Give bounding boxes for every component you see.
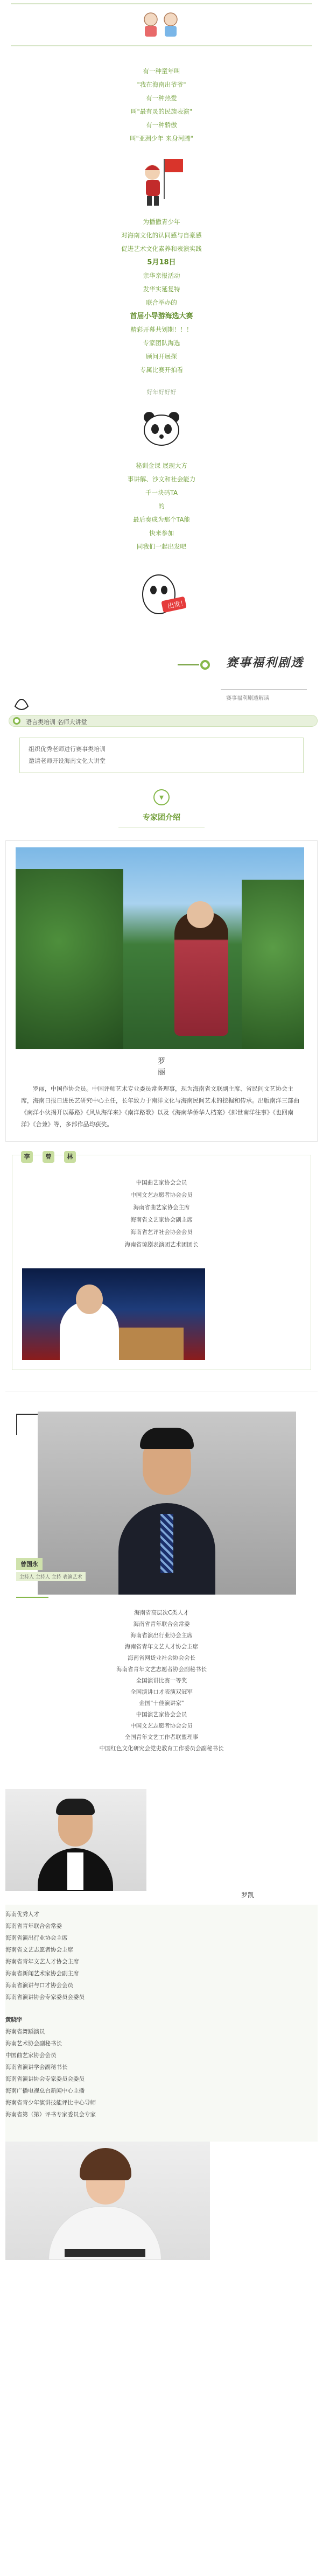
title-line: 全国青年文艺工作者联盟理事 — [124, 1734, 199, 1740]
header-bottom-line — [11, 45, 312, 46]
title-line: 海南省青年联合会常委 — [133, 1621, 190, 1627]
expert-5-titles — [5, 2014, 318, 2121]
photo-face — [187, 901, 214, 928]
panda-wrap — [0, 399, 323, 459]
title-line: 海南省高层次C类人才 — [134, 1610, 189, 1616]
photo-podium — [119, 1328, 184, 1360]
promo-line: 千一块码TA — [145, 489, 178, 496]
title-line: 海南省演讲协会专家委员会委员 — [5, 1994, 85, 2001]
promo-line: 最后奏成为那个TA能 — [133, 516, 190, 523]
expert-5-name: 黄晓宇 — [5, 2017, 23, 2023]
box-line: 组织优秀老师进行赛事类培训 — [29, 746, 106, 753]
expert-2-titles — [12, 1177, 311, 1251]
title-line: 海南省曲艺家协会主席 — [133, 1204, 190, 1211]
title-line: 海南省新闻艺术家协会副主席 — [5, 1970, 79, 1977]
deco-line — [16, 1597, 48, 1598]
title-line: 海南广播电视总台新闻中心主播 — [5, 2088, 85, 2094]
hand-drawn-drop-icon — [10, 690, 33, 714]
expert-1-name — [6, 1056, 317, 1078]
promo-line: 事讲解、沙文和社会能力 — [127, 475, 196, 483]
expert-3-name: 曾国永 — [16, 1558, 43, 1570]
title-line: 海南省文艺志愿者协会主席 — [5, 1947, 73, 1953]
expert-card-4 — [5, 1789, 318, 2263]
photo-belt — [65, 2249, 145, 2257]
expert-1-photo — [16, 847, 304, 1049]
title-line: 海南省舞蹈演员 — [5, 2028, 45, 2035]
experts-title: 专家团介绍 — [143, 813, 180, 822]
title-line: 海南省演出行业协会主席 — [130, 1632, 193, 1639]
photo-shirt — [67, 1852, 83, 1890]
boy-mascot-wrap — [0, 145, 323, 215]
photo-tie — [160, 1514, 173, 1573]
expert-2-photo — [22, 1268, 205, 1360]
title-line: 海南省文艺家协会副主席 — [130, 1217, 193, 1223]
go-sticker-icon — [136, 562, 187, 621]
expert-4-photo — [5, 1789, 146, 1891]
expert-2-tags — [21, 1151, 76, 1163]
boy-with-flag-icon — [137, 156, 186, 210]
event-after-line: 顾问开展探 — [146, 353, 177, 360]
corner-bracket — [16, 1414, 38, 1435]
title-line: 全国演讲口才表演双冠军 — [130, 1689, 193, 1695]
name-char: 罗 — [158, 1057, 165, 1066]
expert-1-desc: 罗丽，中国作协会员。中国评师艺术专业委员常务理事，现为海南省文联副主席、省民间文艺协会主席，海南日报日进民艺研究中心主任，长年致力于南洋文化与海南民间艺术的挖掘和传承。出版南洋三部曲《南洋小伙揭开以幕路》《风从海洋来》《南洋路歌》以及《海南华侨华人档案》《郎世南洋往事》《也回南洋》《合兼》等，多部作品均获奖。 — [21, 1085, 299, 1128]
banner-ring-icon — [200, 660, 210, 670]
promo-line: 的 — [158, 502, 165, 510]
name-tag: 李 — [21, 1151, 33, 1163]
section-title-underline — [221, 689, 307, 690]
name-tag: 林 — [64, 1151, 76, 1163]
photo-hair — [56, 1799, 95, 1815]
event-after-line: 专家团队海选 — [143, 339, 180, 347]
intro-line: "我在海南出爷爷" — [137, 81, 186, 88]
event-after-line: 精彩开幕共划期！！！ — [130, 326, 193, 333]
header-top-line — [11, 3, 312, 4]
box-line: 邀请老师开设海南文化大讲堂 — [29, 757, 106, 764]
photo-hair — [80, 2148, 131, 2180]
title-line: 中国文艺志愿者协会会员 — [130, 1192, 193, 1198]
pill-dot-icon — [13, 717, 20, 725]
title-line: 海南艺术协会副秘书长 — [5, 2040, 62, 2047]
title-line: 全国演讲比赛一等奖 — [136, 1677, 187, 1684]
event-line: 为播撒青少年 — [143, 218, 180, 226]
expert-3-photo — [38, 1412, 296, 1595]
expert-card-2 — [12, 1155, 311, 1370]
title-line: 金国"十佳演讲家" — [139, 1700, 184, 1707]
panda-icon — [137, 408, 186, 451]
promo-text — [0, 459, 323, 553]
chevron-down-icon — [153, 789, 170, 805]
experts-heading — [0, 789, 323, 827]
intro-text — [0, 65, 323, 145]
title-line: 海南省琼剧表演团艺术团团长 — [124, 1241, 199, 1248]
event-line: 发华实延复特 — [143, 285, 180, 293]
title-line: 海南优秀人才 — [5, 1911, 39, 1918]
expert-3-titles — [5, 1608, 318, 1754]
expert-3-role: 主持人 主持人 主持 表演艺术 — [16, 1572, 86, 1581]
title-line: 海南省青年文艺志愿者协会副秘书长 — [116, 1666, 207, 1673]
title-line: 海南省网货业社会协会会长 — [128, 1655, 195, 1661]
name-tag: 曾 — [43, 1151, 54, 1163]
title-line: 海南省艺评社会协会会员 — [130, 1229, 193, 1236]
go-sticker-wrap — [0, 553, 323, 631]
expert-card-1 — [5, 840, 318, 1142]
promo-line: 快来参加 — [149, 529, 174, 537]
title-line: 海南省演讲学会副秘书长 — [5, 2064, 68, 2070]
intro-line: 叫"亚洲少年 来身河腾" — [130, 135, 193, 142]
title-line: 中国红色文化研究会党史教育工作委员会副秘书长 — [99, 1745, 224, 1752]
banner-line — [178, 664, 199, 665]
photo-face — [76, 1285, 103, 1314]
photo-person — [174, 912, 228, 1036]
kids-illustration-icon — [137, 8, 186, 40]
title-line: 海南省演讲协会专家委员会委员 — [5, 2076, 85, 2082]
quote-text: 好年好好好 — [146, 389, 177, 396]
event-after-line: 专属比赛开拍看 — [139, 366, 184, 374]
photo-tree — [16, 869, 123, 1049]
title-line: 海南省青少年演讲技能评比中心导师 — [5, 2100, 96, 2106]
photo-tree — [242, 880, 304, 1049]
expert-card-3 — [5, 1392, 318, 1779]
section-subtitle: 赛事福利剧透解读 — [226, 696, 269, 701]
intro-line: 有一种热爱 — [146, 94, 177, 102]
promo-line: 同我们一起出发吧 — [137, 543, 186, 550]
header-strip — [0, 0, 323, 65]
event-line: 亲华亲报活动 — [143, 272, 180, 279]
event-title: 首届小导游海选大赛 — [130, 312, 193, 320]
title-line: 海南省演讲与口才协会会员 — [5, 1982, 73, 1989]
subsection-pill — [5, 712, 318, 728]
title-line: 海南省青年联合会常委 — [5, 1923, 62, 1929]
event-line: 促进艺术文化素养和表演实践 — [121, 245, 202, 252]
sticker-label: 出发！ — [166, 599, 187, 610]
pill-label: 语言类培训 名师大讲堂 — [26, 719, 87, 726]
intro-line: 有一种童年叫 — [143, 67, 180, 75]
event-text — [0, 215, 323, 399]
expert-5-photo — [5, 2142, 210, 2260]
section-title: 赛事福利剧透 — [226, 656, 304, 670]
title-line: 中国文艺志愿者协会会员 — [130, 1723, 193, 1729]
title-line: 海南省青年文艺人才协会主席 — [124, 1644, 199, 1650]
title-line: 海南省演出行业协会主席 — [5, 1935, 68, 1941]
name-char: 丽 — [158, 1068, 165, 1077]
expert-4-name: 罗凯 — [241, 1891, 255, 1899]
event-line: 对海南文化的认同感与自豪感 — [121, 231, 202, 239]
section-banner — [0, 642, 323, 706]
training-box — [19, 738, 304, 773]
title-line: 海南省青年文艺人才协会主席 — [5, 1959, 79, 1965]
intro-line: 叫"最有灵的民族表演" — [130, 108, 193, 115]
intro-line: 有一种骄傲 — [146, 121, 177, 129]
title-line: 中国曲艺家协会会员 — [5, 2052, 57, 2059]
promo-line: 秘训金课 展现大方 — [136, 462, 187, 469]
photo-hair — [140, 1428, 194, 1449]
event-date: 5月18日 — [147, 258, 176, 266]
expert-4-titles — [5, 1908, 318, 2003]
event-line: 联合举办的 — [146, 299, 177, 306]
title-line: 中国演艺家协会会员 — [136, 1711, 187, 1718]
title-line: 中国曲艺家协会会员 — [136, 1180, 187, 1186]
title-line: 海南省第（第）评书专家委员会专家 — [5, 2111, 96, 2118]
